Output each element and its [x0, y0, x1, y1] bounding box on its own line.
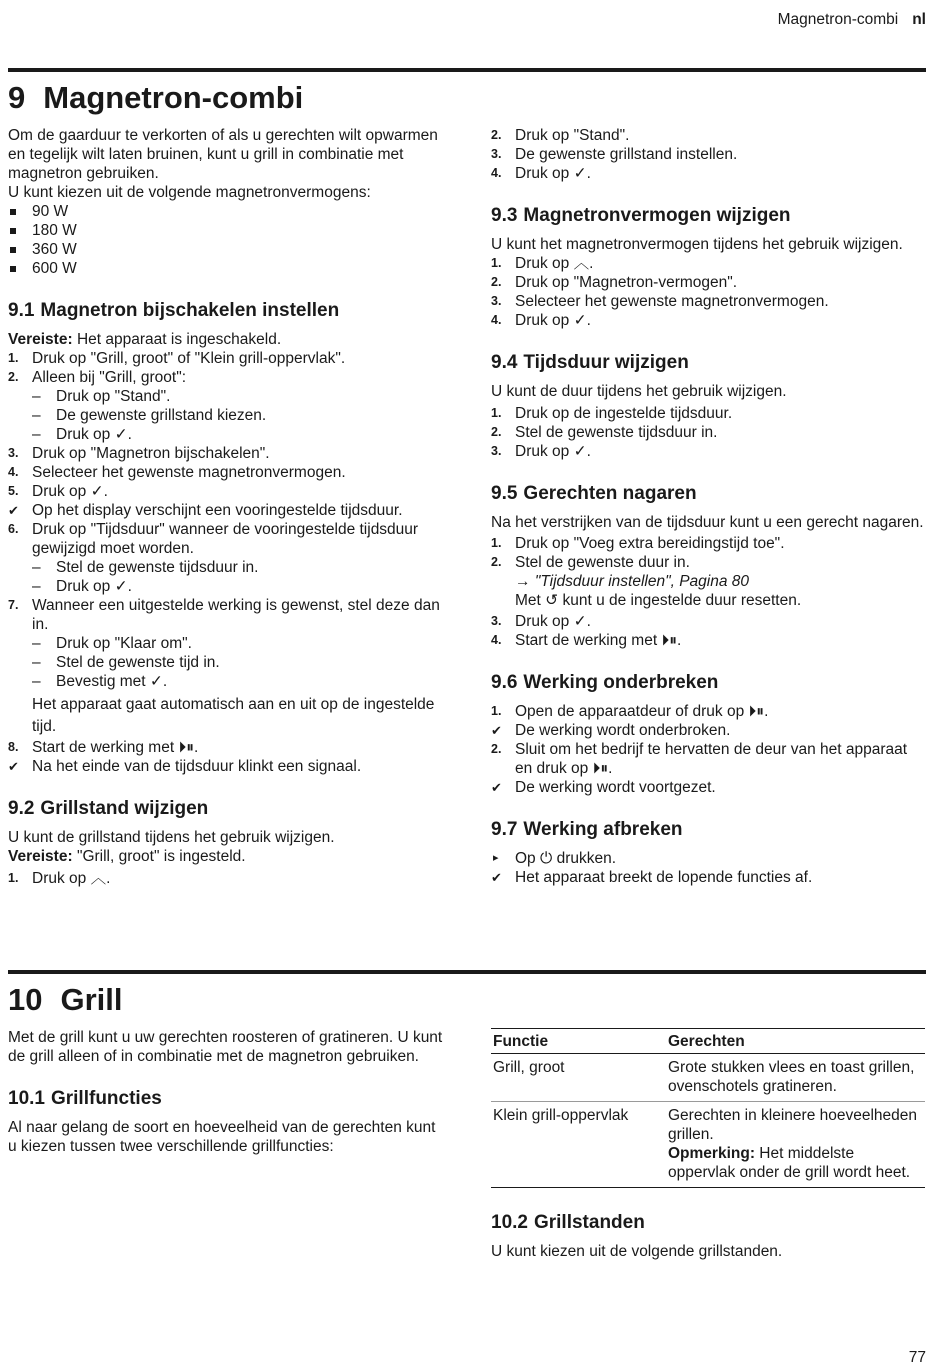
ch10-intro: Met de grill kunt u uw gerechten roosteren of gratineren. U kunt de grill alleen of in combinatie met de magnetron gebruiken.	[8, 1029, 443, 1065]
step: 2. Stel de gewenste duur in.	[491, 554, 690, 571]
chapter-rule	[8, 970, 926, 974]
section-9-2-title: 9.2 Grillstand wijzigen	[8, 798, 209, 819]
chapter-rule	[8, 68, 926, 72]
table-cell: Grill, groot	[491, 1054, 666, 1102]
step: 1. Druk op "Voeg extra bereidingstijd toe".	[491, 535, 785, 552]
substep: – Druk op "Klaar om".	[32, 635, 192, 652]
check-icon: ✓	[90, 483, 104, 500]
start-stop-icon: ⏵⏸	[592, 760, 609, 777]
step: 7. Wanneer een uitgestelde werking is gewenst, stel deze dan in.	[8, 597, 440, 633]
start-stop-icon: ⏵⏸	[661, 632, 677, 649]
check-icon: ✓	[114, 578, 128, 595]
check-icon: ✓	[114, 426, 128, 443]
step: 3. Druk op ✓.	[491, 443, 591, 460]
requirement: Vereiste: "Grill, groot" is ingesteld.	[8, 848, 246, 865]
step: 4. Druk op ✓.	[491, 312, 591, 329]
start-stop-icon: ⏵⏸	[748, 703, 765, 720]
section-9-6-title: 9.6 Werking onderbreken	[491, 672, 719, 693]
table-row	[491, 1102, 925, 1188]
section-text: Na het verstrijken van de tijdsduur kunt u een gerecht nagaren.	[491, 514, 924, 531]
reset-icon: ↺	[545, 592, 559, 609]
section-10-2-title: 10.2 Grillstanden	[491, 1212, 645, 1233]
step: 1. Open de apparaatdeur of druk op ⏵⏸.	[491, 703, 769, 720]
section-9-3-title: 9.3 Magnetronvermogen wijzigen	[491, 205, 791, 226]
list-item: 360 W	[8, 240, 448, 259]
substep: – Stel de gewenste tijdsduur in.	[32, 559, 259, 576]
table-cell: Klein grill-oppervlak	[491, 1102, 666, 1188]
power-icon: ⏻	[540, 850, 553, 867]
step: 1. Druk op ︿.	[8, 870, 111, 887]
arrow-right-icon: →	[515, 573, 531, 590]
ch10-left-column	[8, 1028, 448, 1156]
action-step: ▸ Op ⏻ drukken.	[493, 850, 617, 867]
section-text: U kunt de grillstand tijdens het gebruik wijzigen.	[8, 829, 335, 846]
section-text: Al naar gelang de soort en hoeveelheid van de gerechten kunt u kiezen tussen twee verschillende grillfuncties:	[8, 1119, 436, 1155]
substep: – Druk op ✓.	[32, 578, 132, 595]
check-icon: ✓	[573, 613, 587, 630]
page-number: 77	[908, 1349, 926, 1366]
step: 2. Druk op "Stand".	[491, 127, 630, 144]
result-check-icon: ✔	[8, 503, 19, 518]
section-10-1-title: 10.1 Grillfuncties	[8, 1088, 162, 1109]
result: ✔ Op het display verschijnt een vooringestelde tijdsduur.	[8, 502, 403, 519]
result-check-icon: ✔	[8, 759, 19, 774]
table-header: Functie	[491, 1029, 666, 1054]
list-item: 180 W	[8, 221, 448, 240]
step: 2. Stel de gewenste tijdsduur in.	[491, 424, 718, 441]
header-lang: nl	[912, 11, 926, 28]
step: 3. Druk op "Magnetron bijschakelen".	[8, 445, 270, 462]
step: 4. Start de werking met ⏵⏸.	[491, 632, 682, 649]
header-title: Magnetron-combi	[777, 11, 899, 28]
ch9-right-column	[491, 126, 927, 887]
result-check-icon: ✔	[491, 780, 502, 795]
ch10-right-column	[491, 1028, 927, 1261]
chevron-up-icon: ︿	[90, 870, 107, 887]
step: 1. Druk op ︿.	[491, 255, 594, 272]
step: 2. Alleen bij "Grill, groot":	[8, 369, 187, 386]
step-note: Het apparaat gaat automatisch aan en uit op de ingestelde tijd.	[32, 696, 435, 735]
chapter-9-title: 9 Magnetron-combi	[8, 80, 304, 115]
substep: – De gewenste grillstand kiezen.	[32, 407, 267, 424]
check-icon: ✓	[149, 673, 163, 690]
table-row	[491, 1054, 925, 1102]
step: 3. Selecteer het gewenste magnetronvermogen.	[491, 293, 829, 310]
step: 6. Druk op "Tijdsduur" wanneer de vooringestelde tijdsduur gewijzigd moet worden.	[8, 521, 419, 557]
section-text: U kunt kiezen uit de volgende grillstanden.	[491, 1243, 783, 1260]
table-header-row	[491, 1029, 925, 1054]
ch9-left-column	[8, 126, 448, 888]
table-cell: Gerechten in kleinere hoeveelheden grillen. Opmerking: Het middelste oppervlak onder de grill wordt heet.	[666, 1102, 925, 1188]
substep: – Druk op "Stand".	[32, 388, 171, 405]
substep: – Bevestig met ✓.	[32, 673, 168, 690]
cross-reference[interactable]: → "Tijdsduur instellen", Pagina 80	[515, 573, 750, 590]
table-cell: Grote stukken vlees en toast grillen, ovenschotels gratineren.	[666, 1054, 925, 1102]
section-9-7-title: 9.7 Werking afbreken	[491, 819, 683, 840]
step: 1. Druk op de ingestelde tijdsduur.	[491, 405, 733, 422]
table-header: Gerechten	[666, 1029, 925, 1054]
section-9-5-title: 9.5 Gerechten nagaren	[491, 483, 697, 504]
result: ✔ Het apparaat breekt de lopende functies af.	[491, 869, 813, 886]
step: 2. Druk op "Magnetron-vermogen".	[491, 274, 738, 291]
action-triangle-icon: ▸	[493, 852, 499, 864]
step-note: Met ↺ kunt u de ingestelde duur resetten.	[515, 592, 802, 609]
running-header	[778, 10, 926, 30]
ch9-intro: Om de gaarduur te verkorten of als u gerechten wilt opwarmen en tegelijk wilt laten bruinen, kunt u grill in combinatie met magnetron gebruiken.	[8, 127, 438, 182]
result: ✔ Na het einde van de tijdsduur klinkt een signaal.	[8, 758, 362, 775]
substep: – Stel de gewenste tijd in.	[32, 654, 220, 671]
section-text: U kunt het magnetronvermogen tijdens het gebruik wijzigen.	[491, 236, 903, 253]
list-item: 90 W	[8, 202, 448, 221]
substep: – Druk op ✓.	[32, 426, 132, 443]
chapter-10-title: 10 Grill	[8, 982, 123, 1017]
result: ✔ De werking wordt onderbroken.	[491, 722, 731, 739]
check-icon: ✓	[573, 443, 587, 460]
table-note: Opmerking: Het middelste oppervlak onder de grill wordt heet.	[668, 1145, 911, 1181]
result-check-icon: ✔	[491, 870, 502, 885]
power-list	[8, 202, 448, 278]
check-icon: ✓	[573, 165, 587, 182]
step: 2. Sluit om het bedrijf te hervatten de deur van het apparaat en druk op ⏵⏸.	[491, 741, 908, 777]
requirement: Vereiste: Het apparaat is ingeschakeld.	[8, 331, 282, 348]
result-check-icon: ✔	[491, 723, 502, 738]
step: 5. Druk op ✓.	[8, 483, 108, 500]
grill-function-table	[491, 1028, 925, 1188]
ch9-intro2: U kunt kiezen uit de volgende magnetronvermogens:	[8, 184, 371, 201]
section-9-4-title: 9.4 Tijdsduur wijzigen	[491, 352, 689, 373]
section-text: U kunt de duur tijdens het gebruik wijzigen.	[491, 383, 787, 400]
list-item: 600 W	[8, 259, 448, 278]
check-icon: ✓	[573, 312, 587, 329]
step: 3. Druk op ✓.	[491, 613, 591, 630]
step: 4. Druk op ✓.	[491, 165, 591, 182]
step: 3. De gewenste grillstand instellen.	[491, 146, 738, 163]
section-9-1-title: 9.1 Magnetron bijschakelen instellen	[8, 300, 340, 321]
result: ✔ De werking wordt voortgezet.	[491, 779, 716, 796]
chevron-up-icon: ︿	[573, 255, 590, 272]
step: 8. Start de werking met ⏵⏸.	[8, 739, 199, 756]
step: 1. Druk op "Grill, groot" of "Klein grill-oppervlak".	[8, 350, 346, 367]
start-stop-icon: ⏵⏸	[178, 739, 194, 756]
step: 4. Selecteer het gewenste magnetronvermogen.	[8, 464, 346, 481]
